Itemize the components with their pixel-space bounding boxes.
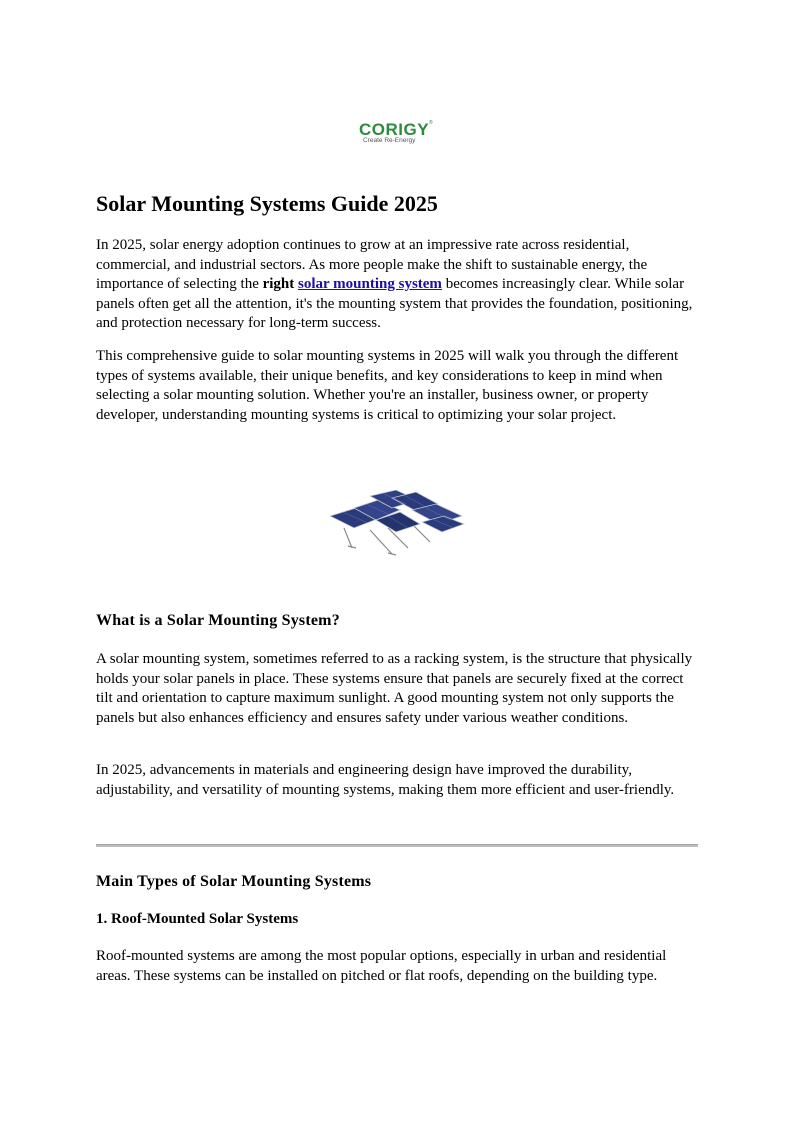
logo-registered-mark: ® [429, 120, 433, 126]
section1-paragraph-2: In 2025, advancements in materials and engineering design have improved the durability, adjustability, and versatility of mounting systems, making them more efficient and user-friendly. [96, 762, 675, 798]
solar-panel-mounting-image [326, 490, 468, 560]
intro-text-end: becomes increasingly clear. While solar panels often get all the attention, it's the mounting system that provides the foundation, positioning, and protection necessary for long-term success. [96, 276, 693, 332]
mount-legs [344, 526, 430, 555]
solar-mounting-system-link[interactable]: solar mounting system [298, 276, 442, 293]
solar-panels [330, 490, 464, 532]
intro-paragraph-1 [96, 236, 696, 334]
subheading-roof-mounted: 1. Roof-Mounted Solar Systems [96, 911, 299, 927]
corigy-logo [359, 121, 435, 147]
section-heading-what-is: What is a Solar Mounting System? [96, 612, 340, 629]
intro-paragraph-2: This comprehensive guide to solar mounting systems in 2025 will walk you through the different types of systems available, their unique benefits, and key considerations to keep in mind when selecting a solar mounting solution. Whether you're an installer, business owner, or property developer, understanding mounting systems is critical to optimizing your solar project. [96, 348, 679, 423]
horizontal-divider [96, 844, 698, 847]
intro-bold-word: right [262, 276, 295, 293]
intro-text-start: In 2025, solar energy adoption continues to grow at an impressive rate across residential, commercial, and industrial sectors. As more people make the shift to sustainable energy, the importance of selecting the [96, 237, 648, 293]
section-heading-main-types: Main Types of Solar Mounting Systems [96, 873, 372, 890]
logo-wordmark: CORIGY [359, 120, 430, 139]
section2-paragraph-1: Roof-mounted systems are among the most popular options, especially in urban and residential areas. These systems can be installed on pitched or flat roofs, depending on the building type. [96, 948, 667, 984]
page-title: Solar Mounting Systems Guide 2025 [96, 191, 438, 216]
section1-paragraph-1: A solar mounting system, sometimes referred to as a racking system, is the structure that physically holds your solar panels in place. These systems ensure that panels are securely fixed at the correct tilt and orientation to capture maximum sunlight. A good mounting system not only supports the panels but also enhances efficiency and ensures safety under various weather conditions. [96, 651, 693, 726]
logo-tagline: Create Re-Energy [363, 137, 416, 144]
